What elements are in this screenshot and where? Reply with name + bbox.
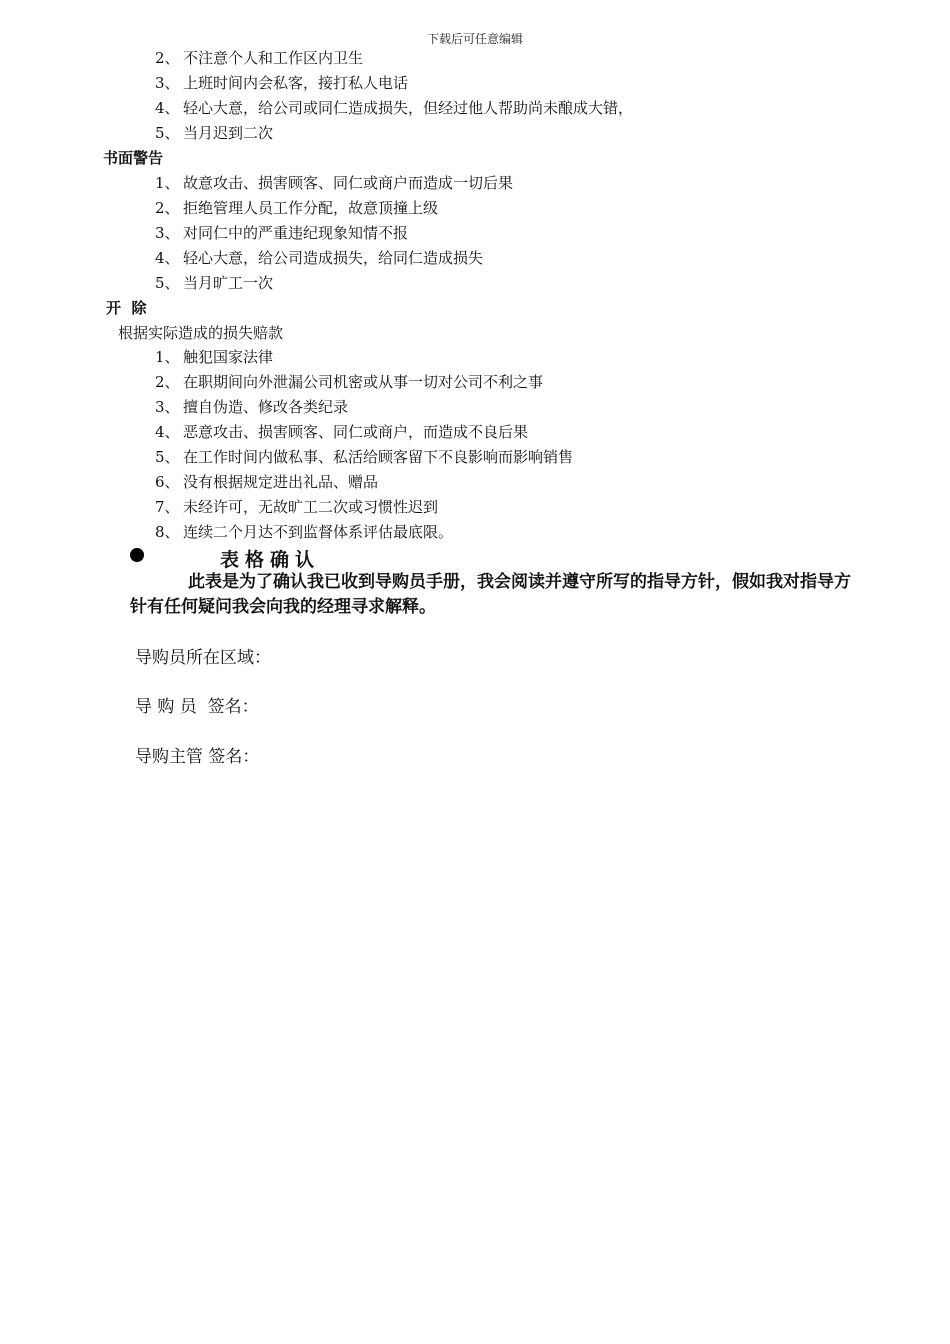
list-item: 8、 连续二个月达不到监督体系评估最底限。 [155, 523, 454, 541]
list-item: 6、 没有根据规定进出礼品、赠品 [155, 473, 379, 491]
list-item: 4、 轻心大意，给公司或同仁造成损失，但经过他人帮助尚未酿成大错， [155, 99, 634, 117]
bullet-icon [130, 548, 144, 562]
dismissal-note: 根据实际造成的损失赔款 [118, 324, 284, 342]
list-item: 4、 恶意攻击、损害顾客、同仁或商户，而造成不良后果 [155, 423, 529, 441]
list-item: 4、 轻心大意，给公司造成损失，给同仁造成损失 [155, 249, 484, 267]
list-item: 3、 对同仁中的严重违纪现象知情不报 [155, 224, 409, 242]
list-item: 5、 在工作时间内做私事、私活给顾客留下不良影响而影响销售 [155, 448, 574, 466]
list-item: 5、 当月迟到二次 [155, 124, 274, 142]
field-supervisor-signature-label: 导购主管 签名： [135, 747, 260, 767]
list-item: 3、 擅自伪造、修改各类纪录 [155, 398, 349, 416]
field-guide-signature-label: 导 购 员 签名： [135, 697, 259, 717]
page-header: 下载后可任意编辑 [426, 32, 523, 46]
list-item: 7、 未经许可，无故旷工二次或习惯性迟到 [155, 498, 439, 516]
list-item: 1、 故意攻击、损害顾客、同仁或商户而造成一切后果 [155, 174, 514, 192]
list-item: 2、 不注意个人和工作区内卫生 [155, 49, 364, 67]
confirmation-title: 表格确认 [220, 549, 321, 571]
section-title-dismissal: 开 除 [106, 299, 147, 317]
list-item: 2、 在职期间向外泄漏公司机密或从事一切对公司不利之事 [155, 373, 544, 391]
list-item: 3、 上班时间内会私客，接打私人电话 [155, 74, 409, 92]
confirmation-statement: 此表是为了确认我已收到导购员手册，我会阅读并遵守所写的指导方针，假如我对指导方针有任何疑问我会向我的经理寻求解释。 [130, 572, 851, 617]
field-area-label: 导购员所在区域： [135, 648, 271, 668]
list-item: 2、 拒绝管理人员工作分配，故意顶撞上级 [155, 199, 439, 217]
list-item: 5、 当月旷工一次 [155, 274, 274, 292]
list-item: 1、 触犯国家法律 [155, 348, 274, 366]
section-title-written-warning: 书面警告 [103, 149, 164, 167]
